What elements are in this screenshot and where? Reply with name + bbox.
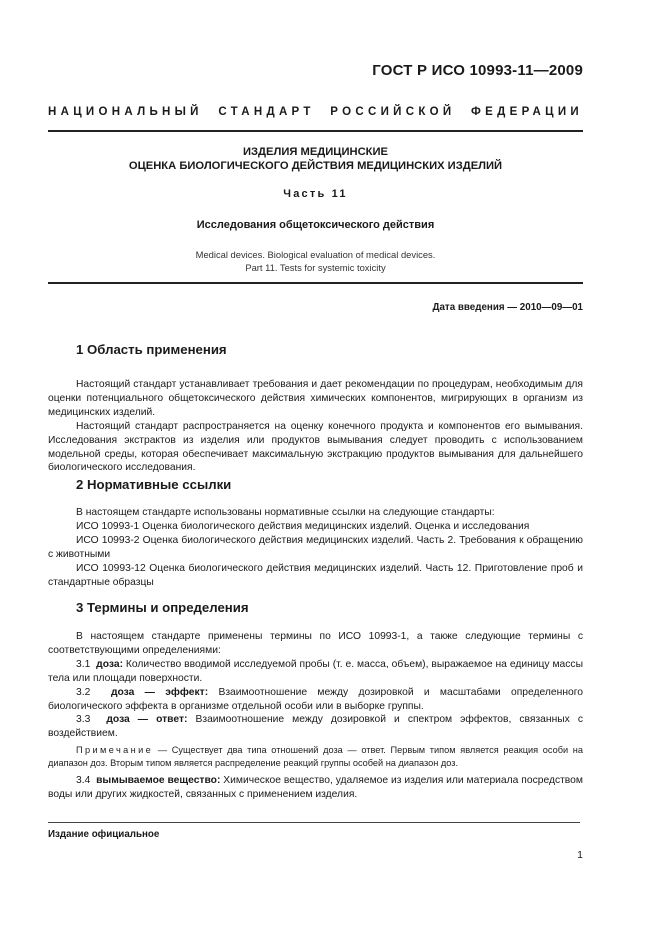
term-3-1 <box>48 658 583 686</box>
introduction-date: Дата введения — 2010—09—01 <box>432 302 583 313</box>
document-title <box>48 145 583 173</box>
section-1-paragraph-2: Настоящий стандарт распространяется на оценку конечного продукта и компонентов его вымывания. Исследования экстрактов из изделия или продуктов вымывания следует проводить с использованием модельной среды, которая обеспечивает максимальную экстракцию продуктов вымывания для дальнейшего биологического исследования. <box>48 420 583 474</box>
standard-code: ГОСТ Р ИСО 10993-11—2009 <box>372 62 583 79</box>
top-rule <box>48 130 583 132</box>
section-2-intro: В настоящем стандарте использованы нормативные ссылки на следующие стандарты: <box>76 507 495 518</box>
section-3-heading: 3 Термины и определения <box>76 600 249 615</box>
note-label: Примечание <box>76 745 154 755</box>
term-name: доза — ответ: <box>106 714 188 726</box>
document-subtitle: Исследования общетоксического действия <box>196 219 435 231</box>
footer-rule <box>48 822 580 823</box>
term-definition: Количество вводимой исследуемой пробы (т. е. масса, объем), выражаемое на единицу массы тела или площади поверхности. <box>48 658 583 684</box>
english-title <box>48 248 583 274</box>
part-label: Часть 11 <box>283 188 348 200</box>
english-title-line-1: Medical devices. Biological evaluation of medical devices. <box>195 249 436 260</box>
title-line-2: ОЦЕНКА БИОЛОГИЧЕСКОГО ДЕЙСТВИЯ МЕДИЦИНСКИХ ИЗДЕЛИЙ <box>128 160 503 172</box>
term-number: 3.4 <box>76 775 91 786</box>
reference-iso-10993-2: ИСО 10993-2 Оценка биологического действия медицинских изделий. Часть 2. Требования к обращению с животными <box>48 534 583 560</box>
section-1-heading: 1 Область применения <box>76 342 227 357</box>
edition-label: Издание официальное <box>48 829 160 840</box>
note-text: — Существует два типа отношений доза — ответ. Первым типом является реакция особи на диапазон доз. Вторым типом является распределение реакций группы особей на диапазон доз. <box>48 745 583 768</box>
term-name: доза: <box>96 658 123 670</box>
reference-iso-10993-1: ИСО 10993-1 Оценка биологического действия медицинских изделий. Оценка и исследования <box>76 520 530 532</box>
term-number: 3.2 <box>76 686 91 698</box>
section-3-intro: В настоящем стандарте применены термины по ИСО 10993-1, а также следующие термины с соответствующими определениями: <box>48 631 583 656</box>
term-name: вымываемое вещество: <box>96 775 221 786</box>
english-title-line-2: Part 11. Tests for systemic toxicity <box>245 262 386 273</box>
section-3-body <box>48 630 583 741</box>
note-paragraph <box>48 744 583 769</box>
note <box>48 744 583 769</box>
section-1-body <box>48 378 583 475</box>
term-number: 3.1 <box>76 658 91 670</box>
section-2-body <box>48 506 583 589</box>
national-standard-banner: НАЦИОНАЛЬНЫЙ СТАНДАРТ РОССИЙСКОЙ ФЕДЕРАЦИИ <box>48 106 583 118</box>
reference-iso-10993-12: ИСО 10993-12 Оценка биологического действия медицинских изделий. Часть 12. Приготовление проб и стандартные образцы <box>48 562 583 588</box>
term-definition: Химическое вещество, удаляемое из изделия или материала посредством воды или других жидкостей, связанных с применением изделия. <box>48 775 583 800</box>
term-name: доза — эффект: <box>110 686 209 698</box>
term-3-3 <box>48 713 583 741</box>
term-definition: Взаимоотношение между дозировкой и спектром эффектов, связанных с воздействием. <box>48 714 583 740</box>
title-rule <box>48 282 583 284</box>
term-3-4 <box>48 774 583 802</box>
title-line-1: ИЗДЕЛИЯ МЕДИЦИНСКИЕ <box>242 146 389 158</box>
term-number: 3.3 <box>76 714 91 726</box>
section-2-heading: 2 Нормативные ссылки <box>76 477 232 492</box>
page-number: 1 <box>577 849 583 861</box>
section-1-paragraph-1: Настоящий стандарт устанавливает требования и дает рекомендации по процедурам, необходимым для оценки потенциального общетоксического действия химических компонентов, мигрирующих в организм из медицинских изделий. <box>48 379 583 418</box>
term-definition: Взаимоотношение между дозировкой и масштабами определенного биологического эффекта в организме отдельной особи или в выборке группы. <box>48 686 583 712</box>
section-3-body-continued <box>48 774 583 802</box>
term-3-2 <box>48 686 583 714</box>
